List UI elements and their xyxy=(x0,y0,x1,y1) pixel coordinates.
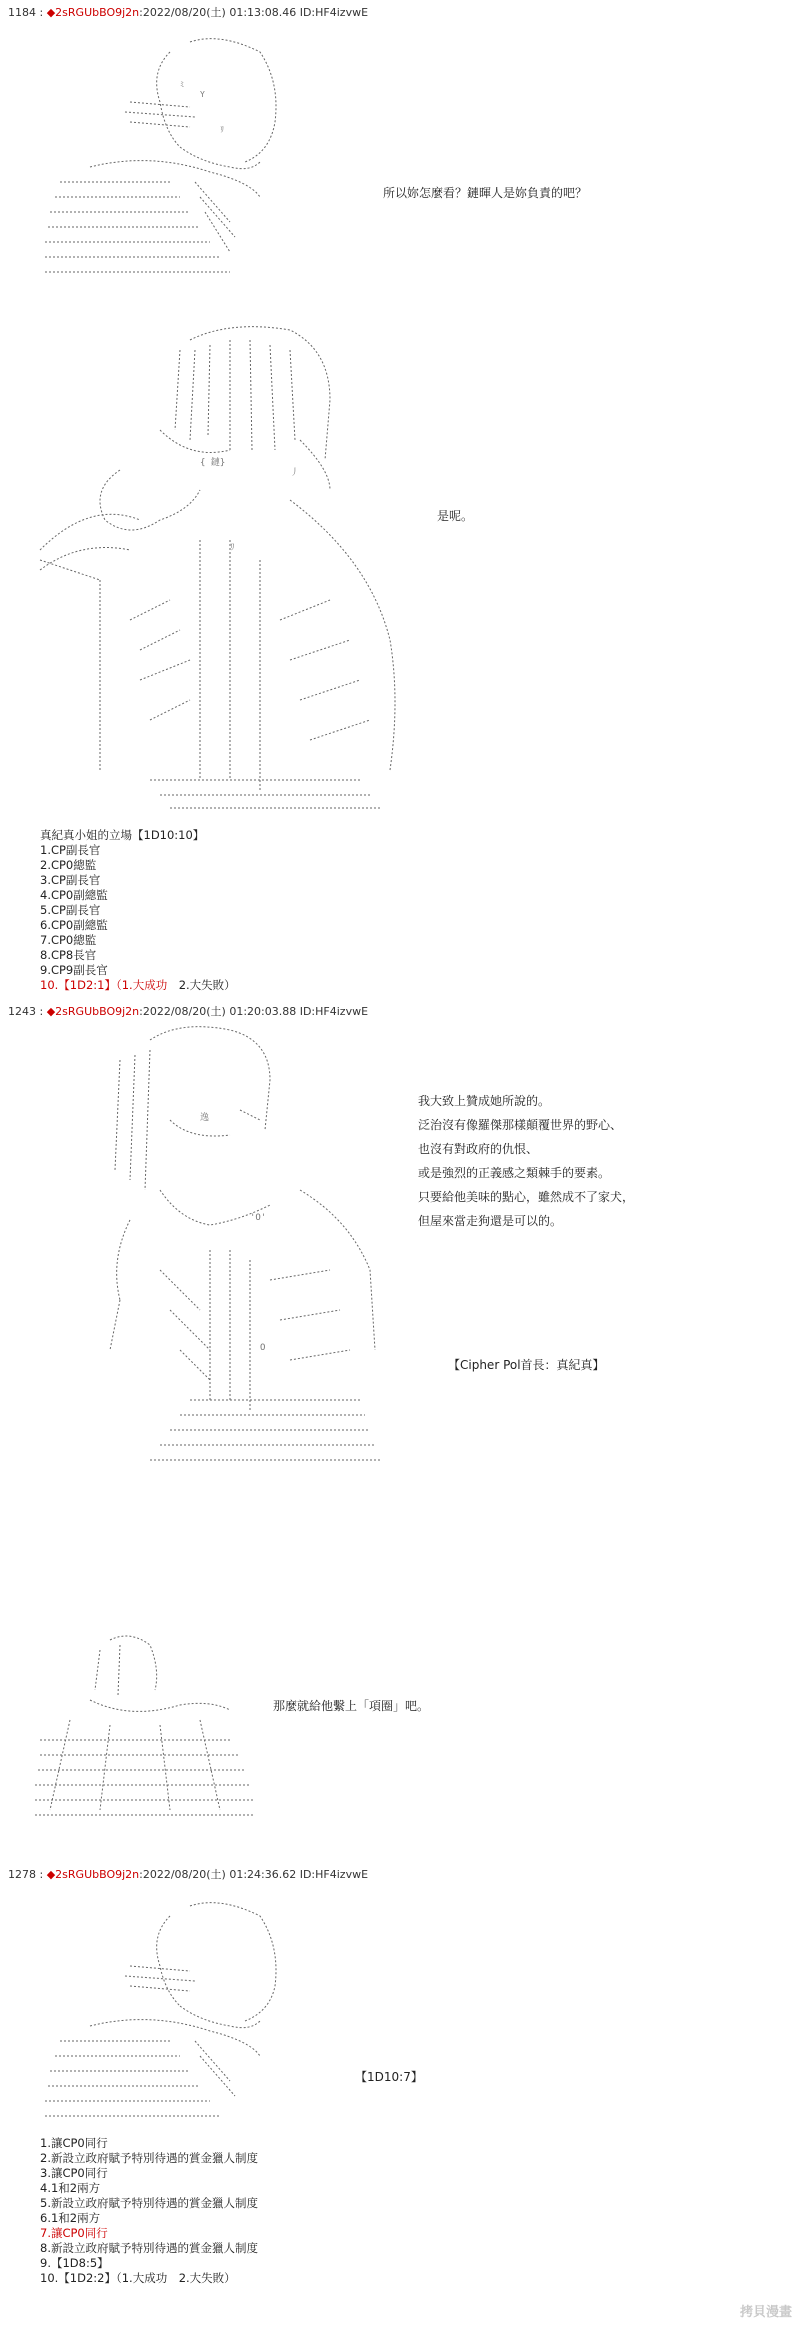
ascii-art-figure-3 xyxy=(100,1020,420,1490)
dialog-line: 所以妳怎麼看？鏈暉人是妳負責的吧？ xyxy=(383,186,588,200)
ascii-art-figure-5 xyxy=(30,1886,330,2126)
dialog-line: 或是強烈的正義感之類棘手的要素。 xyxy=(418,1166,611,1180)
list-item: 7.CP0總監 xyxy=(40,933,97,947)
list-item: 6.CP0副總監 xyxy=(40,918,108,932)
post-trip[interactable]: 2sRGUbBO9j2n xyxy=(55,1005,140,1018)
dialog-line: 那麼就給他繫上「項圈」吧。 xyxy=(273,1699,430,1713)
svg-text:逸: 逸 xyxy=(200,1113,210,1123)
list-item: 8.CP8長官 xyxy=(40,948,97,962)
ascii-art-figure-2 xyxy=(30,320,410,820)
post-header-3 xyxy=(8,1866,368,1882)
dialog-line: 只要給他美味的點心，雖然成不了家犬， xyxy=(418,1190,635,1204)
post-trip[interactable]: 2sRGUbBO9j2n xyxy=(55,1868,140,1881)
ascii-art-figure-1 xyxy=(30,22,330,284)
watermark: 拷貝漫畫 xyxy=(739,2305,792,2320)
post-header-2 xyxy=(8,1003,368,1019)
choice-list-1 xyxy=(40,828,236,993)
list-item-result: 10.【1D2:2】（1.大成功 2.大失敗） xyxy=(40,2271,236,2285)
list-item: 3.讓CP0同行 xyxy=(40,2166,108,2180)
svg-text:ﾘ: ﾘ xyxy=(220,125,224,134)
list-item: 2.新設立政府賦予特別待遇的賞金獵人制度 xyxy=(40,2151,258,2165)
list-item: 8.新設立政府賦予特別待遇的賞金獵人制度 xyxy=(40,2241,258,2255)
list-item: 1.CP副長官 xyxy=(40,843,101,857)
list-item: 9.CP9副長官 xyxy=(40,963,108,977)
dialog-line: 但屋來當走狗還是可以的。 xyxy=(418,1214,563,1228)
dialog-block xyxy=(418,1089,634,1233)
list-item: 4.CP0副總監 xyxy=(40,888,108,902)
post-meta: :2022/08/20(土) 01:13:08.46 ID:HF4izvwE xyxy=(139,6,369,19)
svg-text:ﾘ: ﾘ xyxy=(230,543,235,553)
post-number: 1278 : xyxy=(8,1868,44,1881)
svg-text:Y: Y xyxy=(200,90,205,99)
dialog-line: 我大致上贊成她所說的。 xyxy=(418,1094,551,1108)
post-meta: :2022/08/20(土) 01:20:03.88 ID:HF4izvwE xyxy=(139,1005,369,1018)
list-item: 4.1和2兩方 xyxy=(40,2181,101,2195)
list-item: 3.CP副長官 xyxy=(40,873,101,887)
list-item: 1.讓CP0同行 xyxy=(40,2136,108,2150)
post-meta: :2022/08/20(土) 01:24:36.62 ID:HF4izvwE xyxy=(139,1868,369,1881)
post-number: 1243 : xyxy=(8,1005,44,1018)
list-item: 5.新設立政府賦予特別待遇的賞金獵人制度 xyxy=(40,2196,258,2210)
speaker-tag: 【Cipher Pol首長：真紀真】 xyxy=(448,1358,605,1372)
ascii-art-figure-4 xyxy=(30,1630,270,1820)
svg-text:O: O xyxy=(260,1343,266,1353)
list-title: 真紀真小姐的立場【1D10:10】 xyxy=(40,828,205,842)
post-header-1 xyxy=(8,4,368,20)
post-number: 1184 : xyxy=(8,6,44,19)
dialog-line: 泛治沒有像羅傑那樣顛覆世界的野心、 xyxy=(418,1118,623,1132)
svg-text:'O': 'O' xyxy=(250,1213,267,1223)
list-item: 9.【1D8:5】 xyxy=(40,2256,109,2270)
post-trip[interactable]: 2sRGUbBO9j2n xyxy=(55,6,140,19)
diamond-icon: ◆ xyxy=(46,1005,56,1018)
list-item: 6.1和2兩方 xyxy=(40,2211,101,2225)
dialog-line: 是呢。 xyxy=(437,509,474,523)
diamond-icon: ◆ xyxy=(46,1868,56,1881)
choice-list-2 xyxy=(40,2136,258,2286)
list-item: 5.CP副長官 xyxy=(40,903,101,917)
svg-text:{ 鏈}: { 鏈} xyxy=(200,458,226,468)
list-item-selected: 7.讓CP0同行 xyxy=(40,2226,108,2240)
diamond-icon: ◆ xyxy=(46,6,56,19)
dice-tag: 【1D10:7】 xyxy=(355,2070,423,2084)
dialog-line: 也沒有對政府的仇恨、 xyxy=(418,1142,539,1156)
list-item-result: 10.【1D2:1】（1.大成功 2.大失敗） xyxy=(40,978,236,992)
svg-text:ﾐ: ﾐ xyxy=(180,80,184,89)
list-item: 2.CP0總監 xyxy=(40,858,97,872)
svg-text:丿: 丿 xyxy=(290,468,300,478)
